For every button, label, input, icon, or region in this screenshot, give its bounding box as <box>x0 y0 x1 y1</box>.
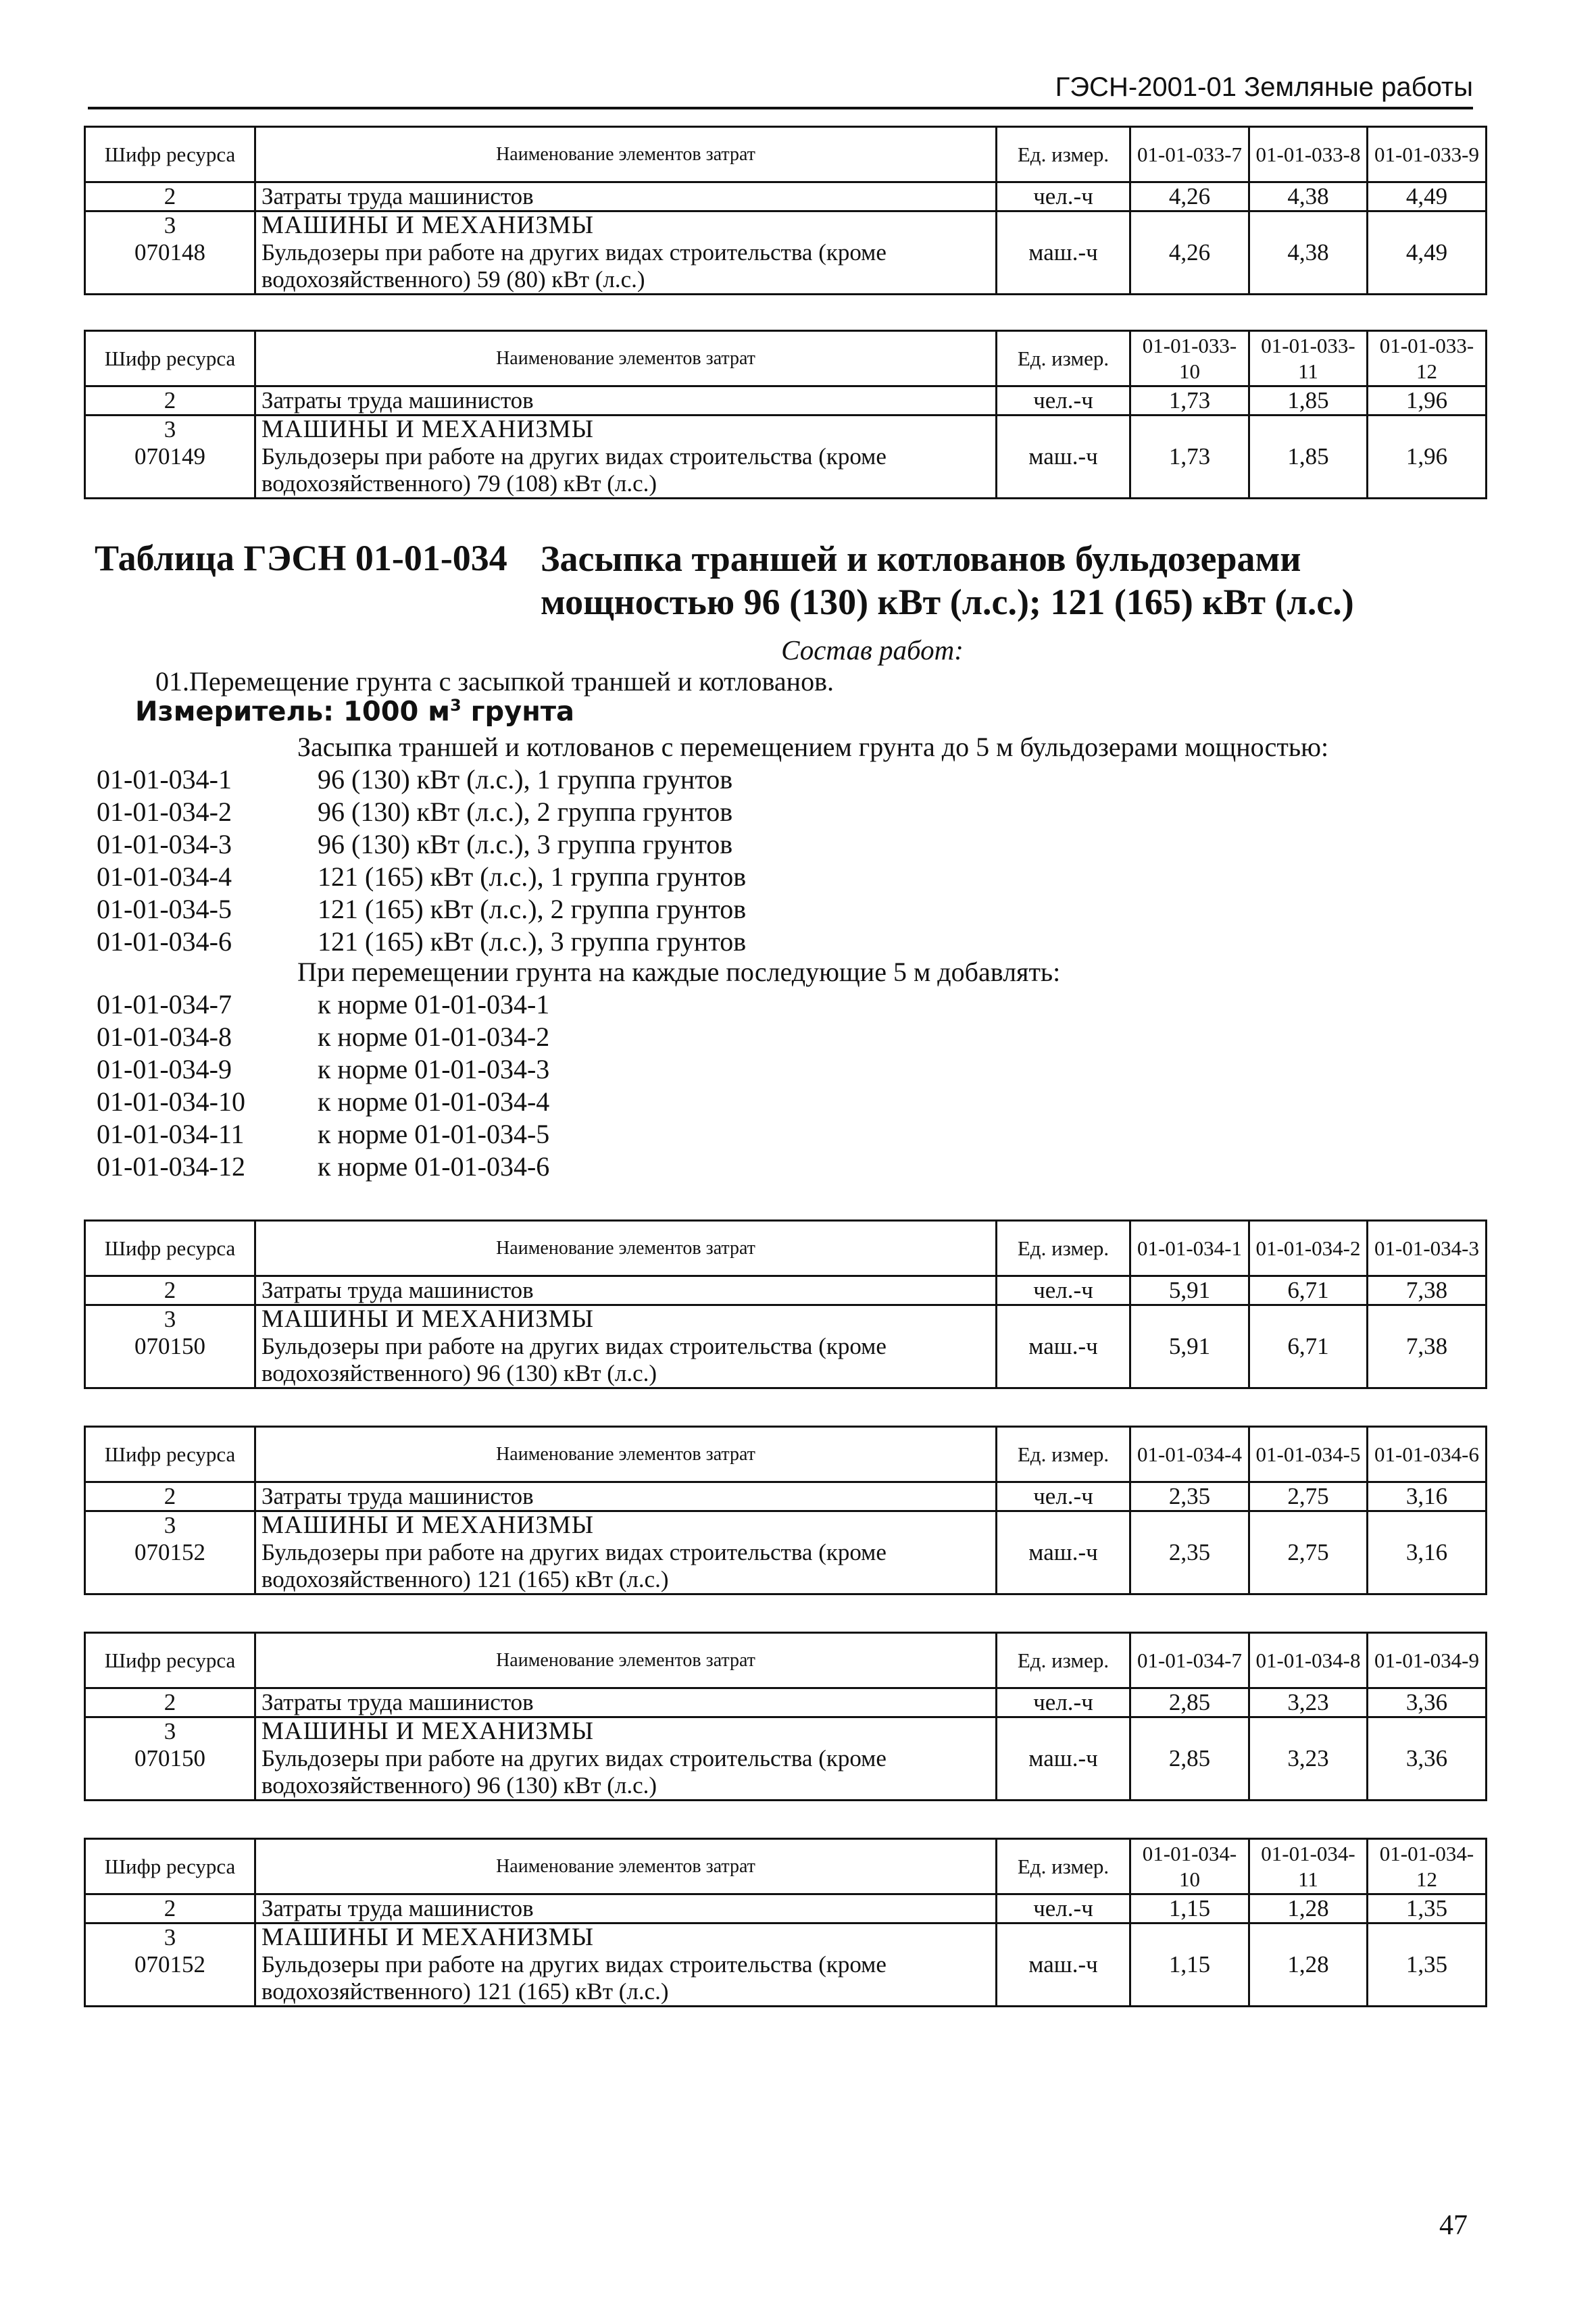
row-code <box>85 1305 255 1388</box>
header-norm-code: 01-01-033-9 <box>1368 127 1487 182</box>
resource-table <box>84 1219 1487 1389</box>
table-row <box>85 1923 1487 2007</box>
row-value: 3,16 <box>1368 1482 1487 1511</box>
row-unit: маш.-ч <box>997 1511 1130 1594</box>
row-unit: чел.-ч <box>997 1688 1130 1717</box>
section-title: МАШИНЫ И МЕХАНИЗМЫ <box>261 1511 594 1539</box>
row-value: 6,71 <box>1249 1305 1368 1388</box>
norm-text: 96 (130) кВт (л.с.), 2 группа грунтов <box>318 797 733 827</box>
row-value: 1,73 <box>1130 416 1249 499</box>
header-resource-code: Шифр ресурса <box>85 1633 255 1688</box>
norm-text: к норме 01-01-034-3 <box>318 1054 550 1084</box>
row-value: 2,75 <box>1249 1511 1368 1594</box>
table-row <box>85 182 1487 211</box>
resource-table <box>84 330 1487 499</box>
row-value: 4,26 <box>1130 182 1249 211</box>
row-unit: маш.-ч <box>997 1923 1130 2007</box>
header-element-name: Наименование элементов затрат <box>255 1221 997 1276</box>
row-unit: чел.-ч <box>997 1482 1130 1511</box>
section-title: МАШИНЫ И МЕХАНИЗМЫ <box>261 416 594 443</box>
table-row <box>85 416 1487 499</box>
header-unit: Ед. измер. <box>997 1221 1130 1276</box>
row-code <box>85 1717 255 1801</box>
resource-name: Бульдозеры при работе на других видах строительства (кроме водохозяйственного) 59 (80) кВт (л.с.) <box>261 239 887 293</box>
row-value: 1,15 <box>1130 1894 1249 1923</box>
header-norm-code: 01-01-034-3 <box>1368 1221 1487 1276</box>
row-value: 3,36 <box>1368 1717 1487 1801</box>
row-section-code: 3 <box>164 1512 176 1538</box>
header-title: ГЭСН-2001-01 Земляные работы <box>1055 72 1473 102</box>
row-unit: маш.-ч <box>997 211 1130 295</box>
row-name <box>255 1923 997 2007</box>
header-norm-code: 01-01-033-10 <box>1130 331 1249 386</box>
row-value: 1,28 <box>1249 1894 1368 1923</box>
row-unit: маш.-ч <box>997 1717 1130 1801</box>
header-norm-code: 01-01-034-7 <box>1130 1633 1249 1688</box>
header-resource-code: Шифр ресурса <box>85 1427 255 1482</box>
table-row <box>85 386 1487 416</box>
row-section-code: 3 <box>164 1924 176 1951</box>
row-value: 1,15 <box>1130 1923 1249 2007</box>
norm-code: 01-01-034-6 <box>97 926 232 957</box>
norm-code: 01-01-034-2 <box>97 797 232 827</box>
table-label: Таблица ГЭСН 01-01-034 <box>95 538 507 578</box>
header-element-name: Наименование элементов затрат <box>255 1633 997 1688</box>
section-title: МАШИНЫ И МЕХАНИЗМЫ <box>261 211 594 239</box>
page-number: 47 <box>1439 2210 1468 2241</box>
row-value: 6,71 <box>1249 1276 1368 1305</box>
norm-code: 01-01-034-1 <box>97 764 232 795</box>
resource-name: Бульдозеры при работе на других видах строительства (кроме водохозяйственного) 96 (130) кВт (л.с.) <box>261 1333 887 1386</box>
row-value: 1,96 <box>1368 416 1487 499</box>
header-norm-code: 01-01-034-9 <box>1368 1633 1487 1688</box>
resource-code: 070152 <box>134 1951 205 1978</box>
table-description: Засыпка траншей и котлованов бульдозерами мощностью 96 (130) кВт (л.с.); 121 (165) кВт (л.с.) <box>541 538 1354 622</box>
row-value: 1,35 <box>1368 1923 1487 2007</box>
table-header-row <box>85 127 1487 182</box>
table-row <box>85 1276 1487 1305</box>
row-name: Затраты труда машинистов <box>255 1894 997 1923</box>
row-section-code: 3 <box>164 416 176 443</box>
row-unit: чел.-ч <box>997 182 1130 211</box>
row-unit: чел.-ч <box>997 1276 1130 1305</box>
row-code: 2 <box>85 1276 255 1305</box>
resource-code: 070152 <box>134 1539 205 1565</box>
row-code <box>85 416 255 499</box>
header-unit: Ед. измер. <box>997 1427 1130 1482</box>
row-name <box>255 211 997 295</box>
row-value: 4,26 <box>1130 211 1249 295</box>
header-element-name: Наименование элементов затрат <box>255 331 997 386</box>
row-value: 2,85 <box>1130 1717 1249 1801</box>
norm-text: к норме 01-01-034-4 <box>318 1086 550 1117</box>
norm-text: к норме 01-01-034-1 <box>318 989 550 1020</box>
norm-text: к норме 01-01-034-2 <box>318 1022 550 1052</box>
resource-code: 070150 <box>134 1745 205 1771</box>
resource-name: Бульдозеры при работе на других видах строительства (кроме водохозяйственного) 79 (108) кВт (л.с.) <box>261 443 887 497</box>
row-name: Затраты труда машинистов <box>255 386 997 416</box>
norm-code: 01-01-034-4 <box>97 861 232 892</box>
header-unit: Ед. измер. <box>997 331 1130 386</box>
norm-code: 01-01-034-7 <box>97 989 232 1020</box>
header-resource-code: Шифр ресурса <box>85 331 255 386</box>
row-value: 2,35 <box>1130 1511 1249 1594</box>
norm-code: 01-01-034-12 <box>97 1151 245 1182</box>
table-header-row <box>85 331 1487 386</box>
table-header-row <box>85 1839 1487 1894</box>
norm-code: 01-01-034-11 <box>97 1119 245 1149</box>
table-header-row <box>85 1633 1487 1688</box>
section-title: МАШИНЫ И МЕХАНИЗМЫ <box>261 1717 594 1745</box>
row-value: 4,49 <box>1368 182 1487 211</box>
header-norm-code: 01-01-034-11 <box>1249 1839 1368 1894</box>
resource-code: 070150 <box>134 1333 205 1359</box>
row-value: 2,85 <box>1130 1688 1249 1717</box>
header-element-name: Наименование элементов затрат <box>255 127 997 182</box>
row-value: 1,85 <box>1249 416 1368 499</box>
row-value: 1,96 <box>1368 386 1487 416</box>
row-code <box>85 1511 255 1594</box>
row-name <box>255 1305 997 1388</box>
header-norm-code: 01-01-033-11 <box>1249 331 1368 386</box>
row-name: Затраты труда машинистов <box>255 182 997 211</box>
norm-code: 01-01-034-10 <box>97 1086 245 1117</box>
composition-title: Состав работ: <box>781 634 964 665</box>
norm-code: 01-01-034-9 <box>97 1054 232 1084</box>
row-value: 7,38 <box>1368 1305 1487 1388</box>
row-value: 4,49 <box>1368 211 1487 295</box>
header-resource-code: Шифр ресурса <box>85 1221 255 1276</box>
section-title: МАШИНЫ И МЕХАНИЗМЫ <box>261 1305 594 1333</box>
row-code: 2 <box>85 1688 255 1717</box>
row-unit: маш.-ч <box>997 1305 1130 1388</box>
row-code: 2 <box>85 1894 255 1923</box>
row-name <box>255 1717 997 1801</box>
header-unit: Ед. измер. <box>997 1633 1130 1688</box>
row-value: 5,91 <box>1130 1305 1249 1388</box>
row-value: 2,75 <box>1249 1482 1368 1511</box>
row-unit: чел.-ч <box>997 1894 1130 1923</box>
header-norm-code: 01-01-033-7 <box>1130 127 1249 182</box>
row-value: 3,16 <box>1368 1511 1487 1594</box>
header-norm-code: 01-01-033-8 <box>1249 127 1368 182</box>
row-code: 2 <box>85 182 255 211</box>
table-row <box>85 1717 1487 1801</box>
header-unit: Ед. измер. <box>997 1839 1130 1894</box>
table-header-row <box>85 1221 1487 1276</box>
header-norm-code: 01-01-034-4 <box>1130 1427 1249 1482</box>
table-header-row <box>85 1427 1487 1482</box>
row-name <box>255 1511 997 1594</box>
resource-name: Бульдозеры при работе на других видах строительства (кроме водохозяйственного) 121 (165) кВт (л.с.) <box>261 1539 887 1592</box>
header-resource-code: Шифр ресурса <box>85 1839 255 1894</box>
table-row <box>85 1688 1487 1717</box>
row-code: 2 <box>85 386 255 416</box>
table-row <box>85 1305 1487 1388</box>
table-row <box>85 1894 1487 1923</box>
norm-code: 01-01-034-3 <box>97 829 232 859</box>
row-value: 2,35 <box>1130 1482 1249 1511</box>
header-norm-code: 01-01-033-12 <box>1368 331 1487 386</box>
resource-name: Бульдозеры при работе на других видах строительства (кроме водохозяйственного) 96 (130) кВт (л.с.) <box>261 1745 887 1799</box>
resource-table <box>84 1838 1487 2007</box>
row-code <box>85 1923 255 2007</box>
row-name: Затраты труда машинистов <box>255 1482 997 1511</box>
header-norm-code: 01-01-034-1 <box>1130 1221 1249 1276</box>
norm-text: к норме 01-01-034-5 <box>318 1119 550 1149</box>
resource-table <box>84 126 1487 295</box>
norm-text: 121 (165) кВт (л.с.), 3 группа грунтов <box>318 926 747 957</box>
row-value: 5,91 <box>1130 1276 1249 1305</box>
header-element-name: Наименование элементов затрат <box>255 1427 997 1482</box>
norm-text: к норме 01-01-034-6 <box>318 1151 550 1182</box>
header-unit: Ед. измер. <box>997 127 1130 182</box>
row-name <box>255 416 997 499</box>
row-value: 3,36 <box>1368 1688 1487 1717</box>
norm-text: 121 (165) кВт (л.с.), 2 группа грунтов <box>318 894 747 924</box>
norm-text: 96 (130) кВт (л.с.), 3 группа грунтов <box>318 829 733 859</box>
resource-table <box>84 1426 1487 1595</box>
row-value: 3,23 <box>1249 1688 1368 1717</box>
header-norm-code: 01-01-034-5 <box>1249 1427 1368 1482</box>
table-row <box>85 1482 1487 1511</box>
resource-table <box>84 1632 1487 1801</box>
resource-code: 070148 <box>134 239 205 266</box>
header-norm-code: 01-01-034-8 <box>1249 1633 1368 1688</box>
norm-text: 121 (165) кВт (л.с.), 1 группа грунтов <box>318 861 747 892</box>
header-resource-code: Шифр ресурса <box>85 127 255 182</box>
norm-text: 96 (130) кВт (л.с.), 1 группа грунтов <box>318 764 733 795</box>
resource-name: Бульдозеры при работе на других видах строительства (кроме водохозяйственного) 121 (165) кВт (л.с.) <box>261 1951 887 2005</box>
header-norm-code: 01-01-034-2 <box>1249 1221 1368 1276</box>
row-name: Затраты труда машинистов <box>255 1688 997 1717</box>
row-value: 4,38 <box>1249 182 1368 211</box>
header-norm-code: 01-01-034-12 <box>1368 1839 1487 1894</box>
row-code: 2 <box>85 1482 255 1511</box>
row-value: 1,73 <box>1130 386 1249 416</box>
row-value: 3,23 <box>1249 1717 1368 1801</box>
work-item: 01.Перемещение грунта с засыпкой траншей и котлованов. <box>155 666 834 697</box>
row-value: 1,85 <box>1249 386 1368 416</box>
row-name: Затраты труда машинистов <box>255 1276 997 1305</box>
header-norm-code: 01-01-034-6 <box>1368 1427 1487 1482</box>
row-unit: чел.-ч <box>997 386 1130 416</box>
row-unit: маш.-ч <box>997 416 1130 499</box>
row-value: 4,38 <box>1249 211 1368 295</box>
row-section-code: 3 <box>164 1306 176 1332</box>
row-value: 1,35 <box>1368 1894 1487 1923</box>
intro-text-2: При перемещении грунта на каждые последующие 5 м добавлять: <box>297 957 1061 987</box>
row-value: 7,38 <box>1368 1276 1487 1305</box>
row-section-code: 3 <box>164 1718 176 1744</box>
row-value: 1,28 <box>1249 1923 1368 2007</box>
section-title: МАШИНЫ И МЕХАНИЗМЫ <box>261 1923 594 1951</box>
page-header <box>88 68 1473 109</box>
resource-code: 070149 <box>134 443 205 470</box>
norm-code: 01-01-034-5 <box>97 894 232 924</box>
intro-text-1: Засыпка траншей и котлованов с перемещением грунта до 5 м бульдозерами мощностью: <box>297 732 1329 762</box>
row-section-code: 3 <box>164 212 176 238</box>
row-code <box>85 211 255 295</box>
norm-code: 01-01-034-8 <box>97 1022 232 1052</box>
header-element-name: Наименование элементов затрат <box>255 1839 997 1894</box>
table-row <box>85 211 1487 295</box>
measure-unit: Измеритель: 1000 $м^3$ грунта <box>135 696 575 728</box>
table-row <box>85 1511 1487 1594</box>
header-norm-code: 01-01-034-10 <box>1130 1839 1249 1894</box>
